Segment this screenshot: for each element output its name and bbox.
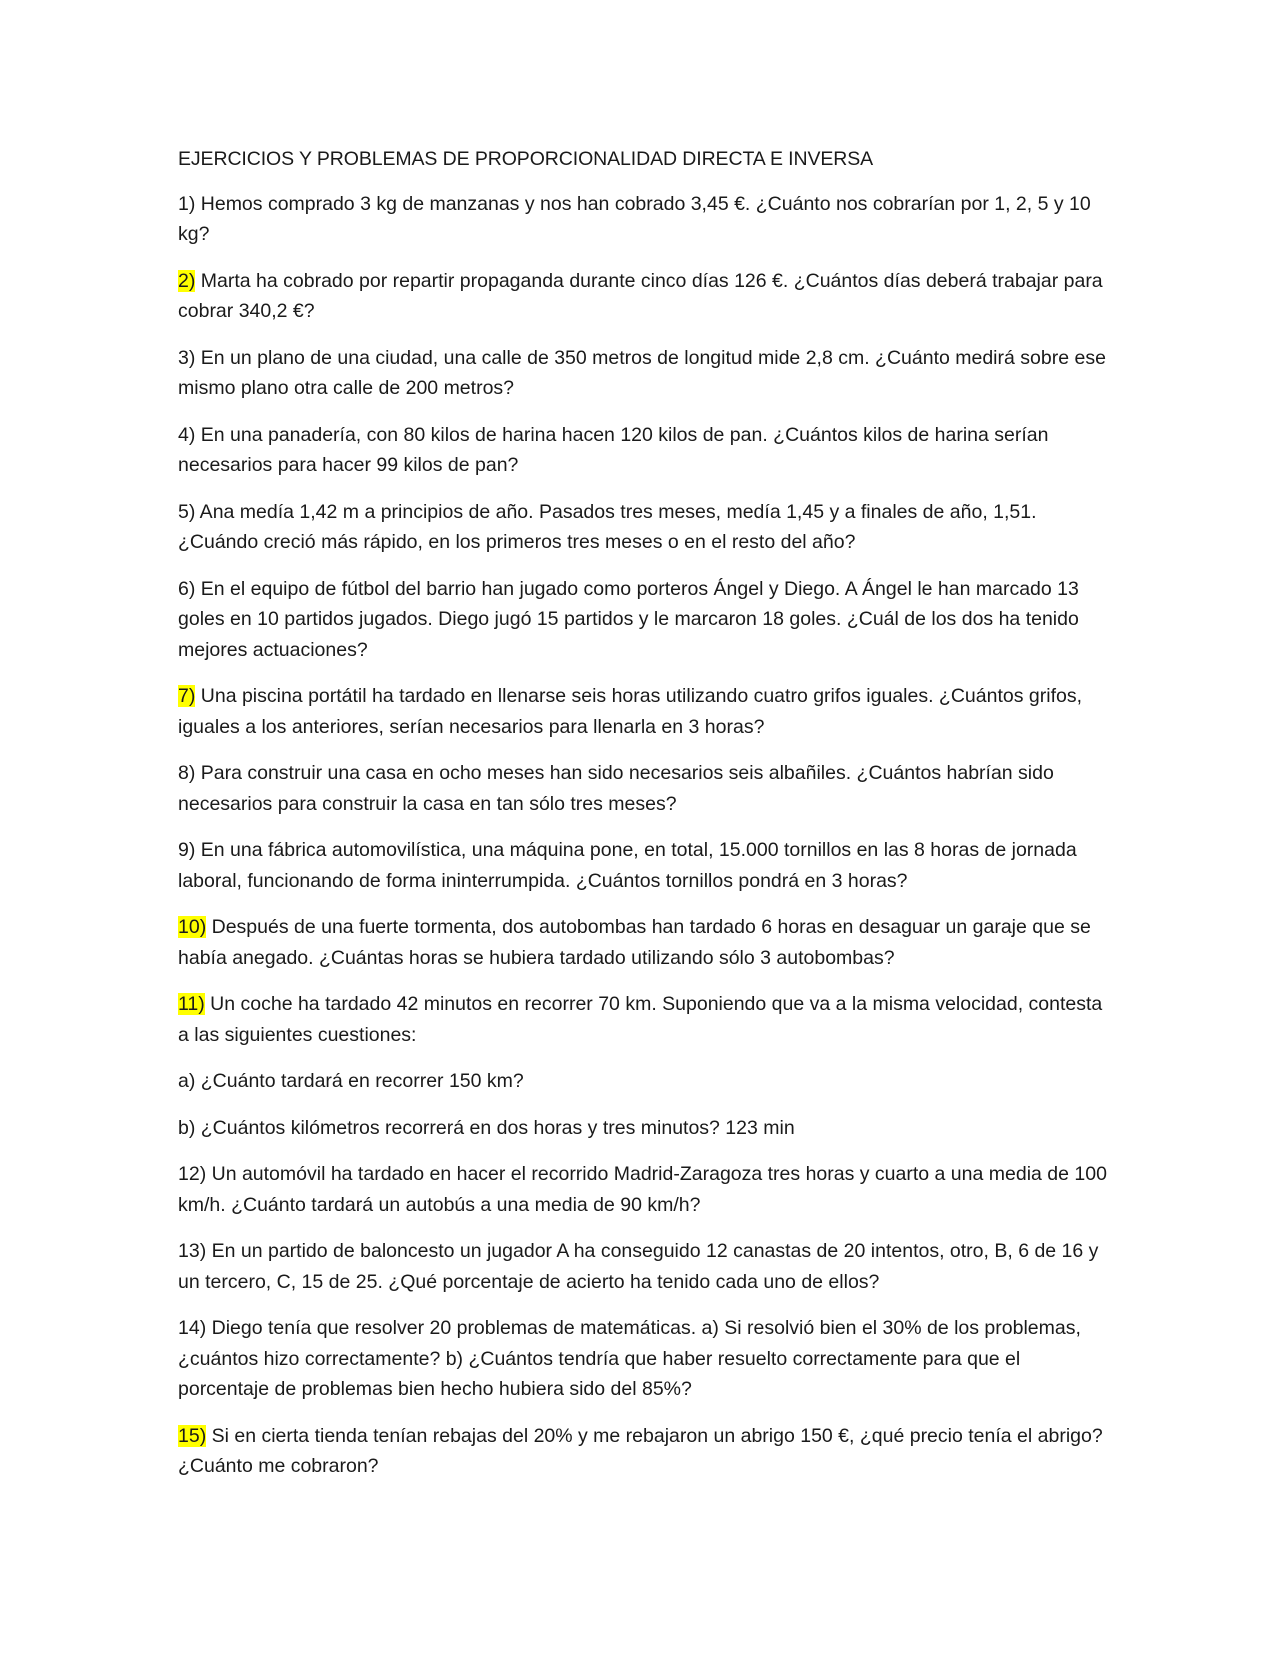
exercise-text: Si en cierta tienda tenían rebajas del 20% y me rebajaron un abrigo 150 €, ¿qué precio tenía el abrigo? ¿Cuánto me cobraron? [178, 1424, 1103, 1477]
exercise-11b [178, 1113, 1108, 1144]
document-title: EJERCICIOS Y PROBLEMAS DE PROPORCIONALIDAD DIRECTA E INVERSA [178, 148, 874, 170]
exercise-number-highlighted: 10) [178, 916, 207, 938]
exercise-text: Hemos comprado 3 kg de manzanas y nos han cobrado 3,45 €. ¿Cuánto nos cobrarían por 1, 2, 5 y 10 kg? [178, 192, 1091, 245]
exercise-number-highlighted: 15) [178, 1424, 207, 1447]
exercise-text: En un plano de una ciudad, una calle de 350 metros de longitud mide 2,8 cm. ¿Cuánto medirá sobre ese mismo plano otra calle de 200 metros? [178, 346, 1106, 399]
subexercise-letter: a) [178, 1070, 196, 1092]
exercise-13 [178, 1236, 1108, 1297]
exercise-text: Un automóvil ha tardado en hacer el recorrido Madrid-Zaragoza tres horas y cuarto a una media de 100 km/h. ¿Cuánto tardará un autobús a una media de 90 km/h? [178, 1163, 1107, 1216]
exercise-number: 6) [178, 577, 196, 600]
exercise-number: 4) [178, 423, 196, 446]
exercise-number: 9) [178, 839, 196, 861]
exercise-text: Marta ha cobrado por repartir propaganda durante cinco días 126 €. ¿Cuántos días deberá trabajar para cobrar 340,2 €? [178, 269, 1103, 322]
exercise-8 [178, 758, 1108, 819]
exercise-number: 5) [178, 500, 196, 523]
exercise-text: En el equipo de fútbol del barrio han jugado como porteros Ángel y Diego. A Ángel le han marcado 13 goles en 10 partidos jugados. Diego jugó 15 partidos y le marcaron 18 goles. ¿Cuál de los dos ha tenido mejores actuaciones? [178, 577, 1079, 661]
exercise-text: Una piscina portátil ha tardado en llenarse seis horas utilizando cuatro grifos iguales. ¿Cuántos grifos, iguales a los anteriores, serían necesarios para llenarla en 3 horas? [178, 685, 1082, 738]
exercise-1 [178, 189, 1108, 250]
exercise-2 [178, 266, 1108, 327]
exercise-number: 14) [178, 1317, 207, 1339]
exercise-text: Después de una fuerte tormenta, dos autobombas han tardado 6 horas en desaguar un garaje que se había anegado. ¿Cuántas horas se hubiera tardado utilizando sólo 3 autobombas? [178, 916, 1091, 969]
exercise-10 [178, 912, 1108, 973]
exercise-text: ¿Cuánto tardará en recorrer 150 km? [195, 1070, 524, 1092]
exercise-number: 3) [178, 346, 196, 369]
exercise-text: En un partido de baloncesto un jugador A ha conseguido 12 canastas de 20 intentos, otro, B, 6 de 16 y un tercero, C, 15 de 25. ¿Qué porcentaje de acierto ha tenido cada uno de ellos? [178, 1240, 1099, 1293]
exercise-14 [178, 1313, 1108, 1405]
exercise-number-highlighted: 2) [178, 269, 196, 292]
exercise-number: 13) [178, 1240, 207, 1262]
exercise-11 [178, 989, 1108, 1050]
exercise-11a [178, 1066, 1108, 1097]
exercise-number: 12) [178, 1163, 207, 1185]
exercise-9 [178, 835, 1108, 896]
document-page [178, 144, 1108, 1498]
exercise-4 [178, 420, 1108, 481]
exercise-12 [178, 1159, 1108, 1220]
exercise-number: 8) [178, 762, 196, 784]
exercise-text: Diego tenía que resolver 20 problemas de matemáticas. a) Si resolvió bien el 30% de los problemas, ¿cuántos hizo correctamente? b) ¿Cuántos tendría que haber resuelto correctamente para que el porcentaje de problemas bien hecho hubiera sido del 85%? [178, 1317, 1081, 1400]
subexercise-letter: b) [178, 1116, 196, 1139]
exercise-text: Un coche ha tardado 42 minutos en recorrer 70 km. Suponiendo que va a la misma velocidad, contesta a las siguientes cuestiones: [178, 993, 1103, 1046]
exercise-text: Para construir una casa en ocho meses han sido necesarios seis albañiles. ¿Cuántos habrían sido necesarios para construir la casa en tan sólo tres meses? [178, 762, 1054, 815]
exercise-text: En una panadería, con 80 kilos de harina hacen 120 kilos de pan. ¿Cuántos kilos de harina serían necesarios para hacer 99 kilos de pan? [178, 423, 1049, 476]
exercise-6 [178, 574, 1108, 666]
exercise-3 [178, 343, 1108, 404]
exercise-text: ¿Cuántos kilómetros recorrerá en dos horas y tres minutos? 123 min [195, 1116, 795, 1139]
exercise-number-highlighted: 11) [178, 993, 205, 1015]
exercise-text: En una fábrica automovilística, una máquina pone, en total, 15.000 tornillos en las 8 horas de jornada laboral, funcionando de forma ininterrumpida. ¿Cuántos tornillos pondrá en 3 horas? [178, 839, 1077, 892]
exercise-number-highlighted: 7) [178, 685, 196, 707]
exercise-number: 1) [178, 192, 196, 215]
exercise-15 [178, 1421, 1108, 1482]
exercise-7 [178, 681, 1108, 742]
exercise-5 [178, 497, 1108, 558]
exercise-text: Ana medía 1,42 m a principios de año. Pasados tres meses, medía 1,45 y a finales de año, 1,51. ¿Cuándo creció más rápido, en los primeros tres meses o en el resto del año? [178, 500, 1037, 553]
